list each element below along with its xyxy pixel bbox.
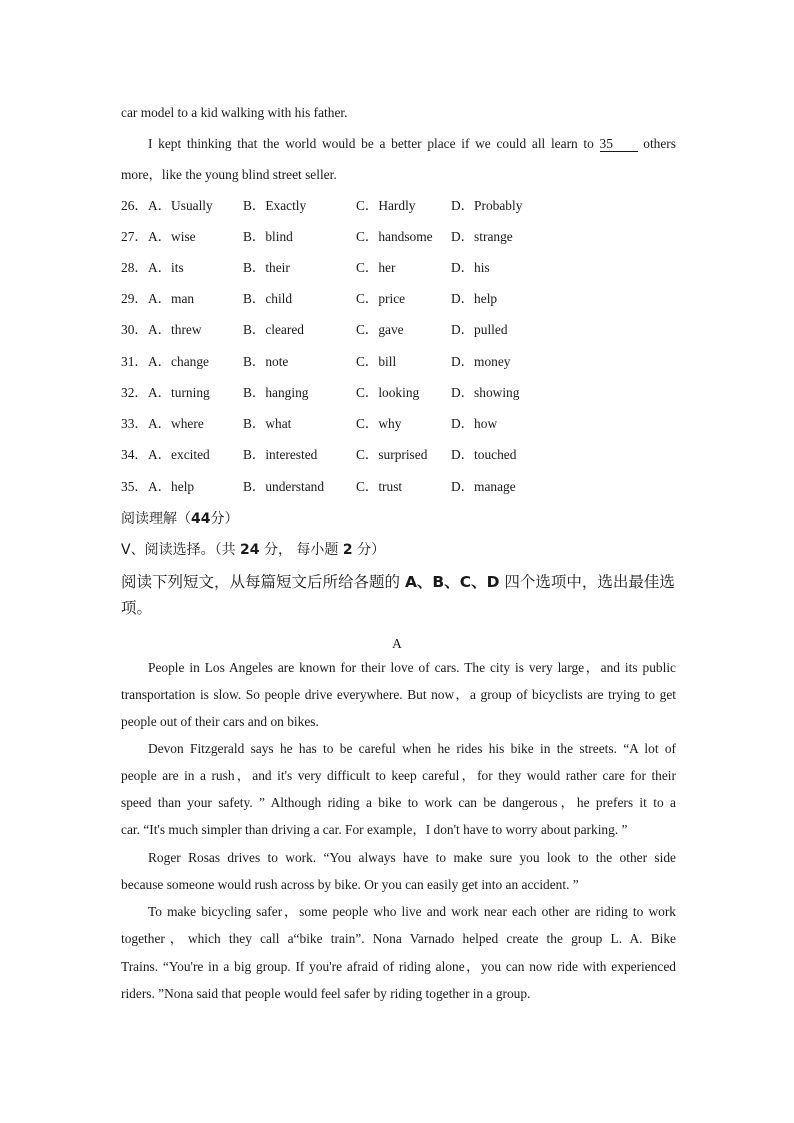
- passage-line: because someone would rush across by bike. Or you can easily get into an accident. ”: [121, 877, 579, 892]
- option-b: B．blind: [243, 229, 293, 244]
- reading-heading-unit: 分）: [210, 511, 239, 527]
- instruction-options: A、B、C、D: [404, 573, 500, 591]
- option-c: C．bill: [356, 354, 397, 369]
- question-number: 34．: [121, 447, 148, 462]
- option-a: A．Usually: [148, 198, 213, 213]
- option-a: A．help: [148, 479, 195, 494]
- cloze-line-2: [148, 135, 676, 153]
- reading-heading-text: 阅读理解（: [121, 511, 191, 527]
- option-b: B．cleared: [243, 322, 304, 337]
- passage-line: together，which they call a“bike train”. Nona Varnado helped create the group L. A. Bike: [121, 931, 676, 946]
- reading-heading: [121, 509, 238, 529]
- option-d: D．help: [451, 291, 498, 306]
- question-number: 33．: [121, 416, 148, 431]
- section-total: 24: [240, 542, 260, 558]
- option-c: C．looking: [356, 385, 420, 400]
- question-row: [121, 446, 681, 464]
- cloze-line-1: car model to a kid walking with his father.: [121, 105, 348, 120]
- option-a: A．change: [148, 354, 209, 369]
- cloze-line-3: more，like the young blind street seller.: [121, 167, 337, 182]
- option-c: C．her: [356, 260, 396, 275]
- passage-line: car. “It's much simpler than driving a car. For example，I don't have to worry about parking. ”: [121, 822, 628, 837]
- option-d: D．manage: [451, 479, 516, 494]
- passage-line: speed than your safety. ” Although riding a bike to work can be dangerous，he prefers it to a: [121, 795, 676, 810]
- option-d: D．showing: [451, 385, 520, 400]
- option-c: C．price: [356, 291, 406, 306]
- question-number: 27．: [121, 229, 148, 244]
- passage-line: To make bicycling safer，some people who live and work near each other are riding to work: [148, 904, 676, 919]
- option-a: A．where: [148, 416, 204, 431]
- cloze-line-2-before: I kept thinking that the world would be a better place if we could all learn to: [148, 136, 594, 151]
- option-c: C．gave: [356, 322, 404, 337]
- option-d: D．Probably: [451, 198, 523, 213]
- passage-line: Devon Fitzgerald says he has to be careful when he rides his bike in the streets. “A lot of: [148, 741, 676, 756]
- question-number: 31．: [121, 354, 148, 369]
- option-b: B．hanging: [243, 385, 309, 400]
- question-row: [121, 290, 681, 308]
- option-d: D．his: [451, 260, 490, 275]
- passage-line: people are in a rush，and it's very difficult to keep careful，for they would rather care for their: [121, 768, 676, 783]
- section-each: 2: [342, 542, 353, 558]
- option-d: D．money: [451, 354, 511, 369]
- passage-line: people out of their cars and on bikes.: [121, 714, 319, 729]
- passage-line: riders. ”Nona said that people would feel safer by riding together in a group.: [121, 986, 531, 1001]
- option-b: B．their: [243, 260, 290, 275]
- section-heading: [121, 540, 385, 560]
- instruction-part1: 阅读下列短文，从每篇短文后所给各题的: [121, 573, 405, 591]
- section-mid: 分， 每小题: [259, 542, 343, 558]
- question-row: [121, 197, 681, 215]
- option-c: C．why: [356, 416, 402, 431]
- question-number: 35．: [121, 479, 148, 494]
- cloze-line-2-after: others: [643, 136, 676, 151]
- option-a: A．turning: [148, 385, 210, 400]
- option-a: A．wise: [148, 229, 196, 244]
- reading-instructions: [121, 569, 676, 621]
- option-d: D．strange: [451, 229, 513, 244]
- option-a: A．man: [148, 291, 195, 306]
- question-number: 32．: [121, 385, 148, 400]
- option-b: B．child: [243, 291, 293, 306]
- reading-heading-score: 44: [191, 511, 211, 527]
- question-number: 26．: [121, 198, 148, 213]
- question-number: 29．: [121, 291, 148, 306]
- blank-35: 35: [600, 137, 638, 152]
- question-row: [121, 228, 681, 246]
- question-row: [121, 478, 681, 496]
- option-c: C．trust: [356, 479, 403, 494]
- question-row: [121, 321, 681, 339]
- question-number: 28．: [121, 260, 148, 275]
- question-row: [121, 259, 681, 277]
- option-b: B．note: [243, 354, 289, 369]
- question-row: [121, 353, 681, 371]
- question-number: 30．: [121, 322, 148, 337]
- question-row: [121, 415, 681, 433]
- passage-line: Roger Rosas drives to work. “You always have to make sure you look to the other side: [148, 850, 676, 865]
- option-b: B．what: [243, 416, 292, 431]
- option-b: B．Exactly: [243, 198, 307, 213]
- question-row: [121, 384, 681, 402]
- option-a: A．its: [148, 260, 184, 275]
- section-prefix: Ⅴ、阅读选择。（共: [121, 542, 241, 558]
- passage-line: transportation is slow. So people drive everywhere. But now，a group of bicyclists are trying to get: [121, 687, 676, 702]
- section-end: 分）: [352, 542, 386, 558]
- option-d: D．touched: [451, 447, 517, 462]
- passage-line: People in Los Angeles are known for their love of cars. The city is very large，and its public: [148, 660, 676, 675]
- option-a: A．excited: [148, 447, 210, 462]
- option-c: C．surprised: [356, 447, 428, 462]
- option-c: C．Hardly: [356, 198, 416, 213]
- option-d: D．how: [451, 416, 498, 431]
- option-b: B．understand: [243, 479, 325, 494]
- passage-line: Trains. “You're in a big group. If you're afraid of riding alone，you can now ride with experienced: [121, 959, 676, 974]
- option-c: C．handsome: [356, 229, 433, 244]
- passage-title: A: [392, 636, 402, 651]
- option-b: B．interested: [243, 447, 318, 462]
- option-d: D．pulled: [451, 322, 508, 337]
- instruction-part2: 四个选项中，选出最佳选项。: [121, 573, 675, 617]
- option-a: A．threw: [148, 322, 202, 337]
